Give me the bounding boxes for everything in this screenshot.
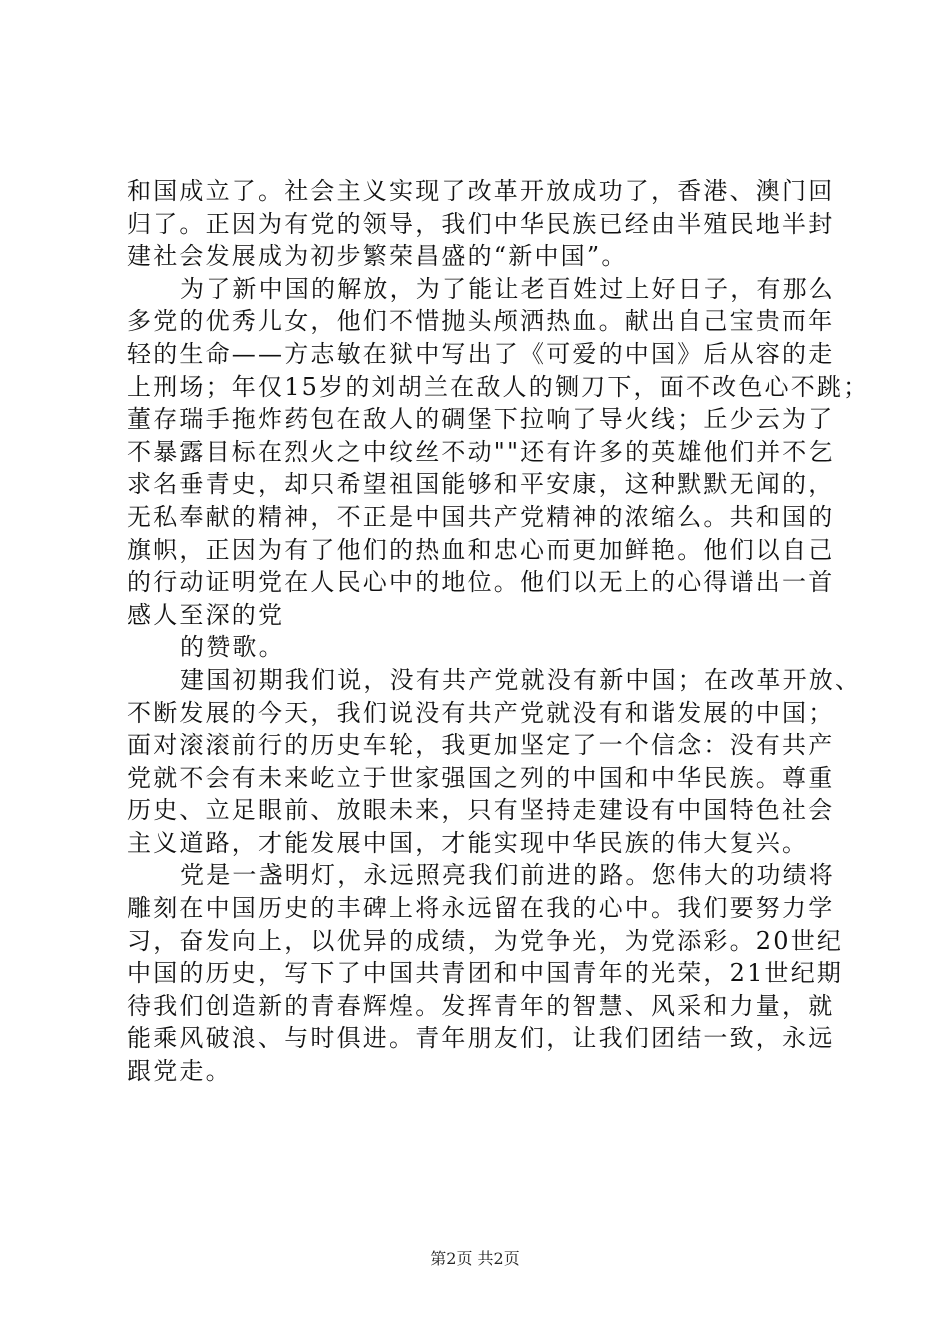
text-line: 建国初期我们说，没有共产党就没有新中国；在改革开放、 <box>180 665 862 694</box>
text-line: 习，奋发向上，以优异的成绩，为党争光，为党添彩。20世纪 <box>127 926 844 955</box>
text-line: 雕刻在中国历史的丰碑上将永远留在我的心中。我们要努力学 <box>127 894 835 923</box>
text-line: 跟党走。 <box>127 1057 232 1086</box>
text-line: 上刑场；年仅15岁的刘胡兰在敌人的铡刀下，面不改色心不跳； <box>127 372 870 401</box>
text-line: 归了。正因为有党的领导，我们中华民族已经由半殖民地半封 <box>127 209 835 238</box>
text-line: 和国成立了。社会主义实现了改革开放成功了，香港、澳门回 <box>127 177 835 205</box>
text-line: 的赞歌。 <box>180 633 285 662</box>
text-line: 面对滚滚前行的历史车轮，我更加坚定了一个信念：没有共产 <box>127 731 835 760</box>
text-line: 主义道路，才能发展中国，才能实现中华民族的伟大复兴。 <box>127 828 809 857</box>
text-line: 为了新中国的解放，为了能让老百姓过上好日子，有那么 <box>180 274 835 303</box>
text-line: 中国的历史，写下了中国共青团和中国青年的光荣，21世纪期 <box>127 959 844 988</box>
text-line: 不暴露目标在烈火之中纹丝不动""还有许多的英雄他们并不乞 <box>127 437 835 466</box>
document-body <box>127 175 870 1088</box>
text-line: 能乘风破浪、与时俱进。青年朋友们，让我们团结一致，永远 <box>127 1024 835 1053</box>
text-line: 旗帜，正因为有了他们的热血和忠心而更加鲜艳。他们以自己 <box>127 535 835 564</box>
text-line: 无私奉献的精神，不正是中国共产党精神的浓缩么。共和国的 <box>127 502 835 531</box>
text-line: 不断发展的今天，我们说没有共产党就没有和谐发展的中国； <box>127 698 835 727</box>
text-line: 待我们创造新的青春辉煌。发挥青年的智慧、风采和力量，就 <box>127 991 835 1020</box>
text-line: 感人至深的党 <box>127 600 285 629</box>
text-line: 董存瑞手拖炸药包在敌人的碉堡下拉响了导火线；丘少云为了 <box>127 405 835 434</box>
page-number-footer: 第2页 共2页 <box>430 1249 520 1268</box>
text-line: 党就不会有未来屹立于世家强国之列的中国和中华民族。尊重 <box>127 763 835 792</box>
text-line: 建社会发展成为初步繁荣昌盛的“新中国”。 <box>127 242 628 271</box>
text-line: 求名垂青史，却只希望祖国能够和平安康，这种默默无闻的， <box>127 470 835 499</box>
text-line: 轻的生命——方志敏在狱中写出了《可爱的中国》后从容的走 <box>127 339 835 368</box>
text-line: 多党的优秀儿女，他们不惜抛头颅洒热血。献出自己宝贵而年 <box>127 307 835 336</box>
text-line: 党是一盏明灯，永远照亮我们前进的路。您伟大的功绩将 <box>180 861 835 890</box>
text-line: 历史、立足眼前、放眼未来，只有坚持走建设有中国特色社会 <box>127 796 835 825</box>
text-line: 的行动证明党在人民心中的地位。他们以无上的心得谱出一首 <box>127 568 835 597</box>
